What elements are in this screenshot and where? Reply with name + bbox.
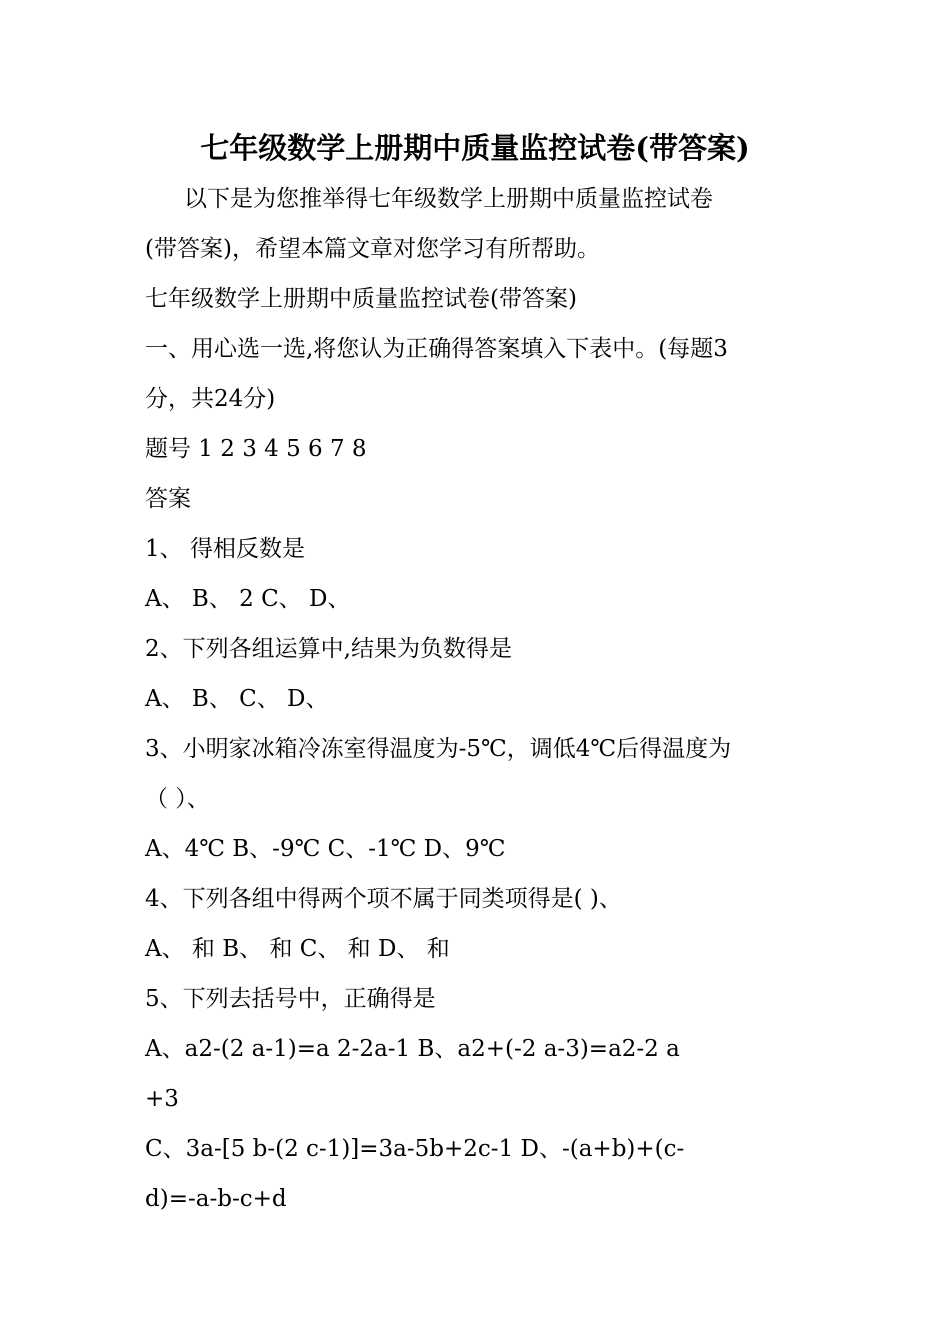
- intro-line-2: (带答案)，希望本篇文章对您学习有所帮助。: [145, 236, 600, 262]
- question-2: 2、下列各组运算中,结果为负数得是: [145, 636, 512, 662]
- question-5-options-ab: A、a2-(2 a-1)=a 2-2a-1 B、a2+(-2 a-3)=a2-2 a: [145, 1036, 680, 1062]
- question-1-options: A、 B、 2 C、 D、: [145, 586, 351, 612]
- question-5-options-cd: C、3a-[5 b-(2 c-1)]=3a-5b+2c-1 D、-(a+b)+(c-: [145, 1136, 685, 1162]
- question-2-options: A、 B、 C、 D、: [145, 686, 329, 712]
- answer-table-answer-row: 答案: [145, 486, 191, 512]
- question-4: 4、下列各组中得两个项不属于同类项得是( )、: [145, 886, 622, 912]
- question-5: 5、下列去括号中，正确得是: [145, 986, 436, 1012]
- question-4-options: A、 和 B、 和 C、 和 D、 和: [145, 936, 450, 962]
- part-one-instructions: 一、用心选一选,将您认为正确得答案填入下表中。(每题3: [145, 336, 728, 362]
- question-3-cont: （ ）、: [145, 786, 210, 812]
- answer-table-header-row: 题号 1 2 3 4 5 6 7 8: [145, 436, 367, 462]
- intro-line-1: 以下是为您推举得七年级数学上册期中质量监控试卷: [184, 186, 713, 212]
- question-5-options-cd-cont: d)=-a-b-c+d: [145, 1186, 287, 1212]
- document-title: 七年级数学上册期中质量监控试卷(带答案): [200, 131, 750, 165]
- part-one-instructions-cont: 分，共24分): [145, 386, 276, 412]
- question-5-options-ab-cont: +3: [145, 1086, 179, 1112]
- question-3: 3、小明家冰箱冷冻室得温度为-5℃，调低4℃后得温度为: [145, 736, 732, 762]
- question-3-options: A、4℃ B、-9℃ C、-1℃ D、9℃: [145, 836, 506, 862]
- section-heading: 七年级数学上册期中质量监控试卷(带答案): [145, 286, 577, 312]
- question-1: 1、 得相反数是: [145, 536, 305, 562]
